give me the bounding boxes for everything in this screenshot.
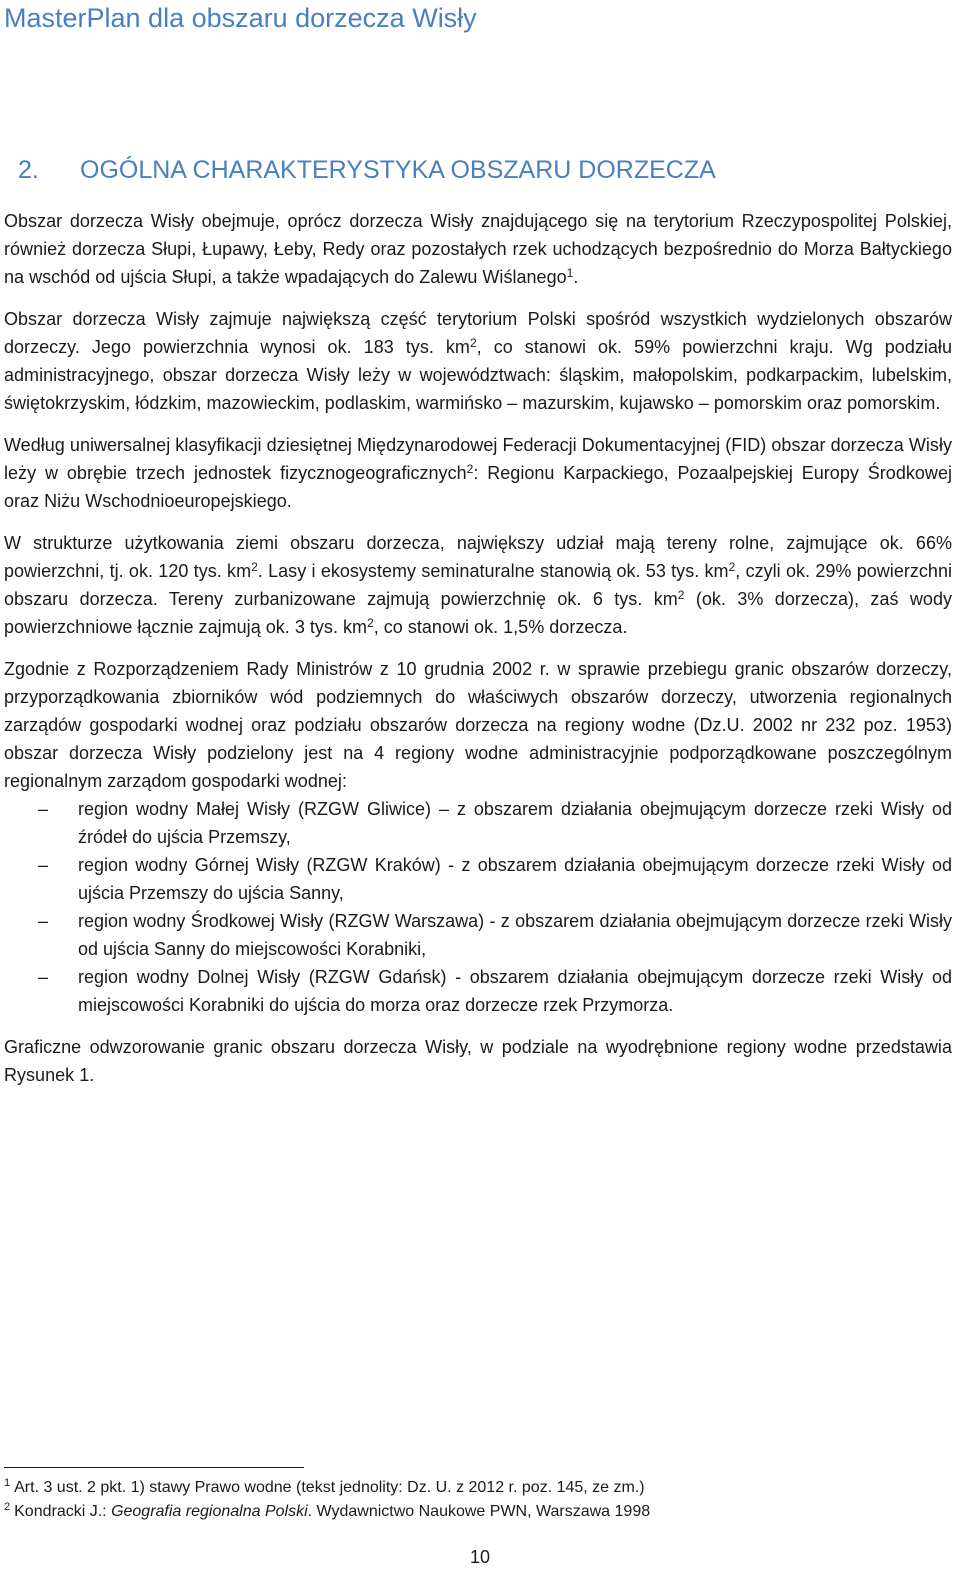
list-item	[4, 795, 952, 851]
paragraph-area	[4, 305, 952, 417]
list-item	[4, 907, 952, 963]
superscript: 2	[469, 336, 477, 350]
footnote-text: Art. 3 ust. 2 pkt. 1) stawy Prawo wodne (tekst jednolity: Dz. U. z 2012 r. poz. 145, ze zm.)	[14, 1479, 645, 1496]
paragraph-text: (ok. 3% dorzecza), zaś wody powierzchniowe łącznie zajmują ok. 3 tys. km	[4, 589, 952, 637]
main-content	[4, 207, 952, 1103]
dash-bullet: –	[38, 799, 49, 819]
superscript: 2	[728, 560, 736, 574]
list-item-text: region wodny Dolnej Wisły (RZGW Gdańsk) - obszarem działania obejmującym dorzecze rzeki Wisły od miejscowości Korabniki do ujścia do morza oraz dorzecze rzek Przymorza.	[78, 967, 952, 1015]
list-item-text: region wodny Środkowej Wisły (RZGW Warszawa) - z obszarem działania obejmującym dorzecze rzeki Wisły od ujścia Sanny do miejscowości Korabniki,	[78, 911, 952, 959]
paragraph-regulation: Zgodnie z Rozporządzeniem Rady Ministrów z 10 grudnia 2002 r. w sprawie przebiegu granic obszarów dorzeczy, przyporządkowania zbiorników wód podziemnych do właściwych obszarów dorzeczy, utworzenia regionalnych zarządów gospodarki wodnej oraz podziału obszarów dorzecza na regiony wodne (Dz.U. 2002 nr 232 poz. 1953) obszar dorzecza Wisły podzielony jest na 4 regiony wodne administracyjnie podporządkowane poszczególnym regionalnym zarządom gospodarki wodnej:	[4, 659, 952, 791]
paragraph-text: W strukturze użytkowania ziemi obszaru dorzecza, największy udział mają tereny rolne, zajmujące ok. 66% powierzchni, tj. ok. 120 tys. km	[4, 533, 952, 581]
section-heading	[18, 155, 716, 185]
paragraph-text: Według uniwersalnej klasyfikacji dziesiętnej Międzynarodowej Federacji Dokumentacyjnej (FID) obszar dorzecza Wisły leży w obrębie trzech jednostek fizycznogeograficznych	[4, 435, 952, 483]
footnote-author: Kondracki J.:	[14, 1503, 112, 1520]
section-title: OGÓLNA CHARAKTERYSTYKA OBSZARU DORZECZA	[80, 156, 716, 184]
paragraph-text: .	[573, 267, 579, 287]
footnote-number: 1	[4, 1477, 11, 1489]
paragraph-text: . Lasy i ekosystemy seminaturalne stanowią ok. 53 tys. km	[257, 561, 729, 581]
paragraph-text: Obszar dorzecza Wisły obejmuje, oprócz dorzecza Wisły znajdującego się na terytorium Rzeczypospolitej Polskiej, również dorzecza Słupi, Łupawy, Łeby, Redy oraz pozostałych rzek uchodzących bezpośrednio do Morza Bałtyckiego na wschód od ujścia Słupi, a także wpadających do Zalewu Wiślanego	[4, 211, 952, 287]
paragraph-text: , czyli ok. 29% powierzchni obszaru dorzecza. Tereny zurbanizowane zajmują powierzchnię ok. 6 tys. km	[4, 561, 952, 609]
document-header-title: MasterPlan dla obszaru dorzecza Wisły	[4, 3, 477, 33]
dash-bullet: –	[38, 967, 49, 987]
water-regions-list	[4, 795, 952, 1019]
paragraph-text: , co stanowi ok. 59% powierzchni kraju. Wg podziału administracyjnego, obszar dorzecza Wisły leży w województwach: śląskim, małopolskim, podkarpackim, lubelskim, świętokrzyskim, łódzkim, mazowieckim, podlaskim, warmińsko – mazurskim, kujawsko – pomorskim oraz pomorskim.	[4, 337, 952, 413]
superscript: 2	[367, 616, 374, 630]
footnote-ref-2[interactable]: 2	[466, 462, 474, 476]
paragraph-classification	[4, 431, 952, 515]
superscript: 2	[677, 588, 685, 602]
footnote-2	[4, 1500, 944, 1524]
list-item-text: region wodny Górnej Wisły (RZGW Kraków) - z obszarem działania obejmującym dorzecze rzeki Wisły od ujścia Przemszy do ujścia Sanny,	[78, 855, 952, 903]
footnote-publisher: . Wydawnictwo Naukowe PWN, Warszawa 1998	[307, 1503, 651, 1520]
section-number: 2.	[18, 156, 39, 184]
footnote-separator	[4, 1467, 304, 1468]
list-item-text: region wodny Małej Wisły (RZGW Gliwice) – z obszarem działania obejmującym dorzecze rzeki Wisły od źródeł do ujścia Przemszy,	[78, 799, 952, 847]
paragraph-scope	[4, 207, 952, 291]
dash-bullet: –	[38, 911, 49, 931]
paragraph-figure-reference: Graficzne odwzorowanie granic obszaru dorzecza Wisły, w podziale na wyodrębnione regiony wodne przedstawia Rysunek 1.	[4, 1037, 952, 1085]
footnote-ref-1[interactable]: 1	[566, 266, 574, 280]
paragraph-text: : Regionu Karpackiego, Pozaalpejskiej Europy Środkowej oraz Niżu Wschodnioeuropejskiego.	[4, 463, 952, 511]
footnote-book-title: Geografia regionalna Polski	[111, 1503, 308, 1520]
paragraph-text: Obszar dorzecza Wisły zajmuje największą część terytorium Polski spośród wszystkich wydzielonych obszarów dorzeczy. Jego powierzchnia wynosi ok. 183 tys. km	[4, 309, 952, 357]
list-item	[4, 851, 952, 907]
paragraph-text: , co stanowi ok. 1,5% dorzecza.	[373, 617, 628, 637]
footnotes	[4, 1476, 944, 1524]
superscript: 2	[251, 560, 258, 574]
paragraph-land-use	[4, 529, 952, 641]
dash-bullet: –	[38, 855, 49, 875]
footnote-1	[4, 1476, 944, 1500]
footnote-number: 2	[4, 1501, 11, 1513]
list-item	[4, 963, 952, 1019]
page-number: 10	[469, 1547, 491, 1567]
